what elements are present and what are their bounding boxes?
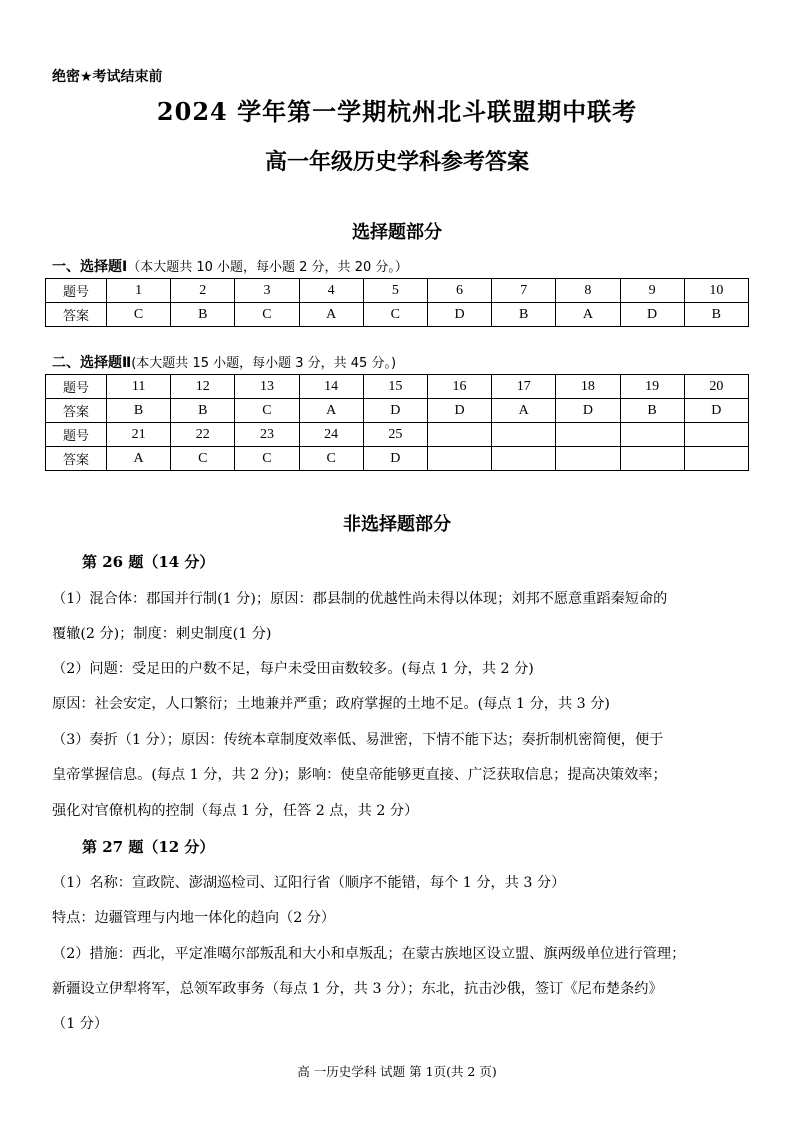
question-number-cell: 23 (235, 423, 299, 447)
answer-cell: D (556, 399, 620, 423)
q26-title: 第 26 题（14 分） (82, 553, 215, 571)
answer-cell: D (427, 303, 491, 327)
answer-table-row (46, 303, 749, 327)
q26-line: （2）问题：受足田的户数不足，每户未受田亩数较多。(每点 1 分，共 2 分) (52, 661, 534, 677)
question-number-cell (620, 423, 684, 447)
q26-line: 覆辙(2 分)；制度：刺史制度(1 分) (52, 626, 272, 642)
answer-cell: A (299, 303, 363, 327)
answer-cell: B (620, 399, 684, 423)
answer-cell: C (171, 447, 235, 471)
part2-heading (52, 352, 396, 372)
answer-table-row (46, 279, 749, 303)
question-number-cell: 11 (107, 375, 171, 399)
q26-line: 强化对官僚机构的控制（每点 1 分，任答 2 点，共 2 分） (52, 803, 419, 819)
part2-label: 二、选择题Ⅱ (52, 355, 132, 371)
answer-cell: C (363, 303, 427, 327)
part2-note: (本大题共 15 小题，每小题 3 分，共 45 分。) (131, 356, 397, 371)
question-number-cell: 24 (299, 423, 363, 447)
choice-section-heading: 选择题部分 (352, 222, 442, 243)
q27-line: 特点：边疆管理与内地一体化的趋向（2 分） (52, 910, 336, 926)
question-number-cell: 14 (299, 375, 363, 399)
question-number-cell: 7 (492, 279, 556, 303)
exam-subtitle: 高一年级历史学科参考答案 (264, 149, 529, 175)
non-choice-section-heading: 非选择题部分 (343, 514, 451, 535)
answer-cell (492, 447, 556, 471)
answer-cell: D (363, 399, 427, 423)
answer-cell: C (235, 303, 299, 327)
part1-note: （本大题共 10 小题，每小题 2 分，共 20 分。） (127, 260, 408, 275)
q27-line: 新疆设立伊犁将军，总领军政事务（每点 1 分，共 3 分）；东北，抗击沙俄，签订《尼布楚条约》 (52, 981, 663, 997)
question-number-cell: 17 (492, 375, 556, 399)
q27-line: （1）名称：宣政院、澎湖巡检司、辽阳行省（顺序不能错，每个 1 分，共 3 分） (52, 875, 566, 891)
question-number-cell: 2 (171, 279, 235, 303)
answer-table-row (46, 447, 749, 471)
answer-cell: A (556, 303, 620, 327)
question-number-cell: 18 (556, 375, 620, 399)
answer-cell: C (299, 447, 363, 471)
answer-cell: D (620, 303, 684, 327)
part1-answer-table (45, 278, 749, 327)
answer-cell: C (107, 303, 171, 327)
question-number-cell: 22 (171, 423, 235, 447)
answer-cell: B (107, 399, 171, 423)
answer-cell (620, 447, 684, 471)
question-number-cell: 6 (427, 279, 491, 303)
row-label: 答案 (46, 303, 107, 327)
answer-table-row (46, 423, 749, 447)
confidential-label: 绝密★考试结束前 (52, 69, 163, 85)
row-label: 答案 (46, 399, 107, 423)
answer-cell: A (107, 447, 171, 471)
row-label: 题号 (46, 279, 107, 303)
question-number-cell: 16 (427, 375, 491, 399)
answer-cell: A (492, 399, 556, 423)
question-number-cell: 1 (107, 279, 171, 303)
q27-title: 第 27 题（12 分） (82, 838, 215, 856)
question-number-cell: 9 (620, 279, 684, 303)
answer-table-row (46, 375, 749, 399)
question-number-cell (427, 423, 491, 447)
question-number-cell: 15 (363, 375, 427, 399)
part1-heading (52, 256, 408, 276)
answer-cell (427, 447, 491, 471)
answer-cell: D (684, 399, 748, 423)
row-label: 题号 (46, 423, 107, 447)
answer-cell (684, 447, 748, 471)
question-number-cell: 10 (684, 279, 748, 303)
q27-line: （2）措施：西北，平定准噶尔部叛乱和大小和卓叛乱；在蒙古族地区设立盟、旗两级单位进行管理； (52, 946, 686, 962)
q27-line: （1 分） (52, 1016, 109, 1032)
answer-cell: C (235, 399, 299, 423)
q26-line: （3）奏折（1 分）；原因：传统本章制度效率低、易泄密，下情不能下达；奏折制机密简便，便于 (52, 732, 664, 748)
question-number-cell: 20 (684, 375, 748, 399)
question-number-cell: 19 (620, 375, 684, 399)
part1-label: 一、选择题Ⅰ (52, 259, 128, 275)
answer-cell: D (427, 399, 491, 423)
answer-cell: C (235, 447, 299, 471)
question-number-cell: 25 (363, 423, 427, 447)
question-number-cell: 3 (235, 279, 299, 303)
answer-table-row (46, 399, 749, 423)
exam-title: 2024 学年第一学期杭州北斗联盟期中联考 (156, 97, 638, 126)
question-number-cell: 4 (299, 279, 363, 303)
q26-line: 皇帝掌握信息。(每点 1 分，共 2 分)；影响：使皇帝能够更直接、广泛获取信息；提高决策效率； (52, 767, 667, 783)
page-footer: 高 一历史学科 试题 第 1页(共 2 页) (297, 1064, 497, 1079)
question-number-cell: 8 (556, 279, 620, 303)
answer-cell: B (492, 303, 556, 327)
question-number-cell (684, 423, 748, 447)
part2-answer-table (45, 374, 749, 471)
answer-cell (556, 447, 620, 471)
answer-cell: A (299, 399, 363, 423)
question-number-cell (492, 423, 556, 447)
answer-cell: B (171, 303, 235, 327)
question-number-cell: 13 (235, 375, 299, 399)
question-number-cell: 21 (107, 423, 171, 447)
row-label: 题号 (46, 375, 107, 399)
question-number-cell: 12 (171, 375, 235, 399)
question-number-cell: 5 (363, 279, 427, 303)
answer-cell: B (171, 399, 235, 423)
q26-line: （1）混合体：郡国并行制(1 分)；原因：郡县制的优越性尚未得以体现；刘邦不愿意重蹈秦短命的 (52, 591, 668, 607)
q26-line: 原因：社会安定，人口繁衍；土地兼并严重；政府掌握的土地不足。(每点 1 分，共 3 分) (52, 696, 610, 712)
answer-cell: B (684, 303, 748, 327)
row-label: 答案 (46, 447, 107, 471)
answer-cell: D (363, 447, 427, 471)
question-number-cell (556, 423, 620, 447)
